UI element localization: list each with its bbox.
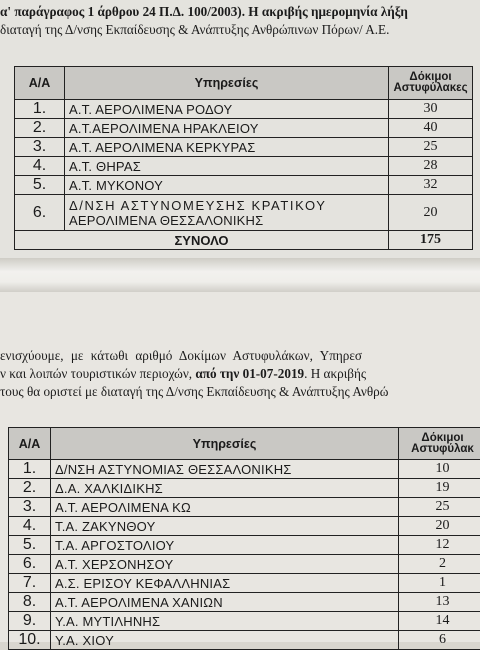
row-number: 2.: [15, 119, 65, 138]
header-count-line2: Αστυφύλακ: [403, 444, 480, 455]
row-count: 10: [399, 460, 480, 479]
row-number: 6.: [9, 555, 51, 574]
row-service: Υ.Α. ΜΥΤΙΛΗΝΗΣ: [51, 612, 399, 631]
total-value: 175: [389, 231, 473, 250]
row-count: 25: [399, 498, 480, 517]
header-count-line2: Αστυφύλακες: [393, 83, 468, 94]
services-table-2: [8, 427, 480, 650]
row-number: 6.: [15, 195, 65, 231]
paragraph-line: [0, 384, 388, 400]
row-count: 30: [389, 100, 473, 119]
row-service: Α.Τ. ΑΕΡΟΛΙΜΕΝΑ ΧΑΝΙΩΝ: [51, 593, 399, 612]
row-service-line2: ΑΕΡΟΛΙΜΕΝΑ ΘΕΣΣΑΛΟΝΙΚΗΣ: [69, 213, 384, 228]
row-service: Τ.Α. ΑΡΓΟΣΤΟΛΙΟΥ: [51, 536, 399, 555]
row-service: Α.Σ. ΕΡΙΣΟΥ ΚΕΦΑΛΛΗΝΙΑΣ: [51, 574, 399, 593]
paragraph-line: [0, 366, 366, 382]
paragraph-text: α' παράγραφος 1 άρθρου 24 Π.Δ. 100/2003). Η ακριβής ημερομηνία λήξη: [0, 4, 408, 19]
paragraph-date: από την 01-07-2019: [195, 366, 304, 381]
row-count: 40: [389, 119, 473, 138]
document-page-top: [0, 0, 480, 258]
table-row: [15, 100, 473, 119]
row-service: Α.Τ. ΑΕΡΟΛΙΜΕΝΑ ΚΕΡΚΥΡΑΣ: [65, 138, 389, 157]
paragraph-line: [0, 4, 408, 20]
row-count: 28: [389, 157, 473, 176]
row-service: Α.Τ. ΘΗΡΑΣ: [65, 157, 389, 176]
row-number: 3.: [15, 138, 65, 157]
row-number: 7.: [9, 574, 51, 593]
table-row: [9, 631, 480, 650]
table-row: [9, 612, 480, 631]
row-service: Α.Τ. ΧΕΡΣΟΝΗΣΟΥ: [51, 555, 399, 574]
table-row: [15, 119, 473, 138]
header-services: Υπηρεσίες: [51, 428, 399, 460]
paragraph-text: τους θα οριστεί με διαταγή της Δ/νσης Εκπαίδευσης & Ανάπτυξης Ανθρώ: [0, 384, 388, 399]
row-count: 20: [389, 195, 473, 231]
row-number: 1.: [9, 460, 51, 479]
row-number: 10.: [9, 631, 51, 650]
row-service: Τ.Α. ΖΑΚΥΝΘΟΥ: [51, 517, 399, 536]
row-service-line1: [69, 198, 384, 213]
paragraph-line: [0, 348, 362, 364]
paragraph-line: [0, 22, 389, 38]
row-number: 9.: [9, 612, 51, 631]
row-service-text: Δ/ΝΣΗ ΑΣΤΥΝΟΜΕΥΣΗΣ ΚΡΑΤΙΚΟΥ: [69, 198, 327, 213]
row-number: 3.: [9, 498, 51, 517]
row-number: 5.: [15, 176, 65, 195]
table-total-row: [15, 231, 473, 250]
header-aa: Α/Α: [15, 67, 65, 100]
row-count: 12: [399, 536, 480, 555]
row-count: 1: [399, 574, 480, 593]
paragraph-text: . Η ακριβής: [304, 366, 366, 381]
table-header-row: [9, 428, 480, 460]
header-count: [389, 67, 473, 100]
row-number: 4.: [9, 517, 51, 536]
paragraph-text: ν και λοιπών τουριστικών περιοχών,: [0, 366, 195, 381]
header-count: [399, 428, 480, 460]
total-label: ΣΥΝΟΛΟ: [15, 231, 389, 250]
row-count: 2: [399, 555, 480, 574]
table-row: [9, 517, 480, 536]
row-service: Α.Τ. ΑΕΡΟΛΙΜΕΝΑ ΡΟΔΟΥ: [65, 100, 389, 119]
table-row: [15, 195, 473, 231]
paragraph-text: διαταγή της Δ/νσης Εκπαίδευσης & Ανάπτυξης Ανθρώπινων Πόρων/ Α.Ε.: [0, 22, 389, 37]
paragraph-text: ενισχύουμε, με κάτωθι αριθμό Δοκίμων Αστυφυλάκων, Υπηρεσ: [0, 348, 362, 363]
page-gap: [0, 258, 480, 292]
services-table-1: [14, 66, 473, 250]
row-service: Υ.Α. ΧΙΟΥ: [51, 631, 399, 650]
table-row: [15, 157, 473, 176]
table-row: [15, 176, 473, 195]
row-number: 1.: [15, 100, 65, 119]
row-number: 4.: [15, 157, 65, 176]
row-count: 13: [399, 593, 480, 612]
row-service: Α.Τ. ΑΕΡΟΛΙΜΕΝΑ ΚΩ: [51, 498, 399, 517]
row-count: 20: [399, 517, 480, 536]
row-service: Α.Τ. ΜΥΚΟΝΟΥ: [65, 176, 389, 195]
header-services: Υπηρεσίες: [65, 67, 389, 100]
row-count: 19: [399, 479, 480, 498]
row-service: Α.Τ.ΑΕΡΟΛΙΜΕΝΑ ΗΡΑΚΛΕΙΟΥ: [65, 119, 389, 138]
row-number: 2.: [9, 479, 51, 498]
row-count: 32: [389, 176, 473, 195]
row-service: Δ.Α. ΧΑΛΚΙΔΙΚΗΣ: [51, 479, 399, 498]
header-count-line1: Δόκιμοι: [403, 433, 480, 444]
table-row: [9, 498, 480, 517]
row-count: 14: [399, 612, 480, 631]
table-row: [9, 555, 480, 574]
row-number: 5.: [9, 536, 51, 555]
row-number: 8.: [9, 593, 51, 612]
table-row: [9, 574, 480, 593]
row-count: 25: [389, 138, 473, 157]
table-row: [9, 593, 480, 612]
row-service: [65, 195, 389, 231]
header-aa: Α/Α: [9, 428, 51, 460]
row-count: 6: [399, 631, 480, 650]
table-row: [15, 138, 473, 157]
table-row: [9, 536, 480, 555]
row-service: Δ/ΝΣΗ ΑΣΤΥΝΟΜΙΑΣ ΘΕΣΣΑΛΟΝΙΚΗΣ: [51, 460, 399, 479]
table-row: [9, 479, 480, 498]
table-row: [9, 460, 480, 479]
table-header-row: [15, 67, 473, 100]
header-count-line1: Δόκιμοι: [393, 72, 468, 83]
